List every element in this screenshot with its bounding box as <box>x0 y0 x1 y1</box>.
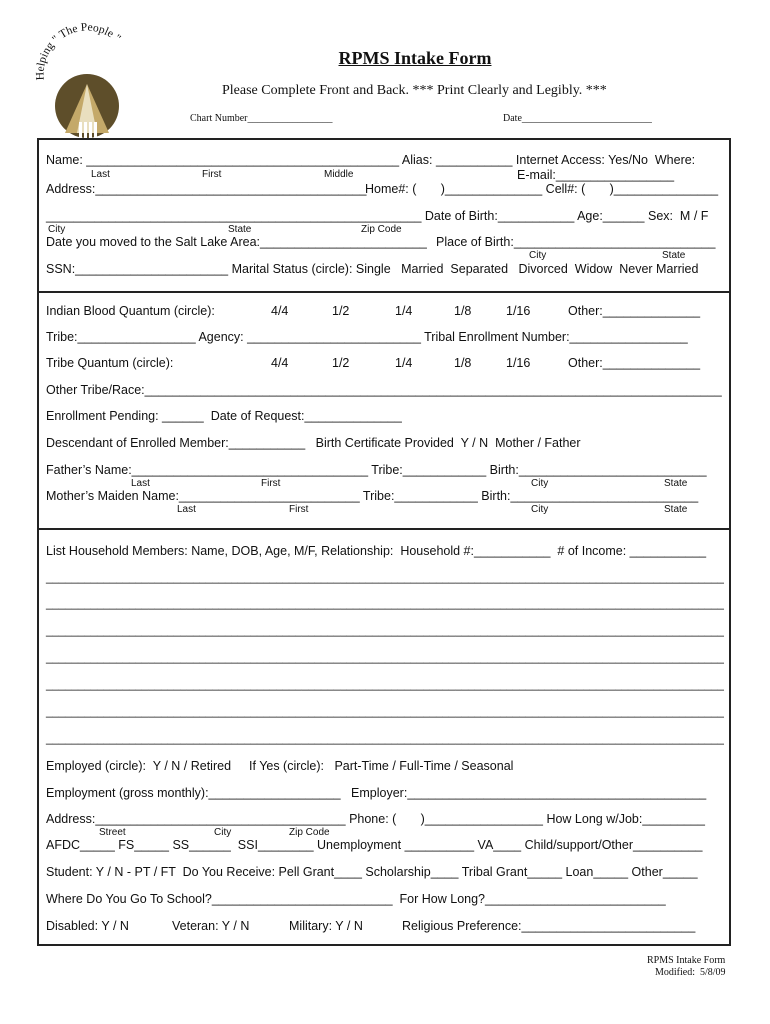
zip-sublabel: Zip Code <box>289 827 330 838</box>
father-row[interactable]: Father’s Name:__________________________________ Tribe:____________ Birth:___________________________ <box>46 463 707 477</box>
blood-quantum-label: Indian Blood Quantum (circle): <box>46 304 215 318</box>
disabled-field[interactable]: Disabled: Y / N <box>46 919 129 933</box>
employment-row[interactable]: Employment (gross monthly):___________________ Employer:___________________________________________ <box>46 786 707 800</box>
first-sublabel: First <box>261 478 281 489</box>
employment-type-field[interactable]: If Yes (circle): Part-Time / Full-Time / Seasonal <box>249 759 514 773</box>
veteran-field[interactable]: Veteran: Y / N <box>172 919 250 933</box>
middle-sublabel: Middle <box>324 169 354 180</box>
form-instructions: Please Complete Front and Back. *** Print Clearly and Legibly. *** <box>222 83 607 98</box>
street-sublabel: Street <box>99 827 126 838</box>
state-sublabel: State <box>664 478 688 489</box>
quantum-option[interactable]: 1/16 <box>506 356 531 370</box>
quantum-other-field[interactable]: Other:______________ <box>568 304 701 318</box>
student-row[interactable]: Student: Y / N - PT / FT Do You Receive: Pell Grant____ Scholarship____ Tribal Grant_____ Loan_____ Other_____ <box>46 865 698 879</box>
first-sublabel: First <box>289 504 309 515</box>
quantum-option[interactable]: 1/2 <box>332 304 350 318</box>
email-field[interactable]: E-mail:_________________ <box>517 168 675 182</box>
employer-address-row[interactable]: Address:____________________________________ Phone: ( )_________________ How Long w/Job:_________ <box>46 812 705 826</box>
city-sublabel: City <box>531 504 549 515</box>
organization-logo <box>30 18 140 143</box>
date-field[interactable]: Date__________________________ <box>503 113 652 124</box>
religion-field[interactable]: Religious Preference:_________________________ <box>402 919 696 933</box>
city-sublabel: City <box>214 827 232 838</box>
chart-number-field[interactable]: Chart Number_________________ <box>190 113 333 124</box>
quantum-option[interactable]: 1/4 <box>395 356 413 370</box>
footer-form-name: RPMS Intake Form <box>647 955 726 966</box>
city-sublabel: City <box>529 250 547 261</box>
quantum-option[interactable]: 1/8 <box>454 304 472 318</box>
tribe-agency-row[interactable]: Tribe:_________________ Agency: _________________________ Tribal Enrollment Number:_________________ <box>46 330 688 344</box>
descendant-row[interactable]: Descendant of Enrolled Member:___________ Birth Certificate Provided Y / N Mother / Father <box>46 436 581 450</box>
name-alias-row[interactable]: Name: _____________________________________________ Alias: ___________ Internet Access: Yes/No Where: <box>46 153 696 167</box>
footer-modified-date: Modified: 5/8/09 <box>655 967 726 978</box>
household-line[interactable]: __________________________________________________________________________________________________________ <box>46 652 724 664</box>
city-dob-row[interactable]: ______________________________________________________ Date of Birth:___________ Age:______ Sex: M / F <box>46 209 709 223</box>
other-tribe-field[interactable]: Other Tribe/Race:___________________________________________________________________________________ <box>46 383 722 397</box>
first-sublabel: First <box>202 169 222 180</box>
city-sublabel: City <box>48 224 66 235</box>
tribal-info-section <box>37 291 731 530</box>
school-row[interactable]: Where Do You Go To School?__________________________ For How Long?__________________________ <box>46 892 666 906</box>
city-sublabel: City <box>531 478 549 489</box>
tribe-quantum-label: Tribe Quantum (circle): <box>46 356 174 370</box>
phone-fields[interactable]: Home#: ( )______________ Cell#: ( )_______________ <box>365 182 719 196</box>
ssn-marital-row[interactable]: SSN:______________________ Marital Status (circle): Single Married Separated Divorced Widow Never Married <box>46 262 699 276</box>
personal-info-section <box>37 138 731 293</box>
quantum-option[interactable]: 1/4 <box>395 304 413 318</box>
state-sublabel: State <box>664 504 688 515</box>
quantum-option[interactable]: 4/4 <box>271 356 289 370</box>
address-field[interactable]: Address:_______________________________________ <box>46 182 367 196</box>
last-sublabel: Last <box>177 504 196 515</box>
state-sublabel: State <box>228 224 252 235</box>
quantum-other-field[interactable]: Other:______________ <box>568 356 701 370</box>
household-line[interactable]: __________________________________________________________________________________________________________ <box>46 679 724 691</box>
place-of-birth-field[interactable]: Place of Birth:_____________________________ <box>436 235 716 249</box>
household-line[interactable]: __________________________________________________________________________________________________________ <box>46 733 724 745</box>
enrollment-pending-row[interactable]: Enrollment Pending: ______ Date of Request:______________ <box>46 409 402 423</box>
last-sublabel: Last <box>91 169 110 180</box>
last-sublabel: Last <box>131 478 150 489</box>
quantum-option[interactable]: 1/2 <box>332 356 350 370</box>
household-line[interactable]: __________________________________________________________________________________________________________ <box>46 598 724 610</box>
quantum-option[interactable]: 4/4 <box>271 304 289 318</box>
military-field[interactable]: Military: Y / N <box>289 919 363 933</box>
employed-field[interactable]: Employed (circle): Y / N / Retired <box>46 759 232 773</box>
quantum-option[interactable]: 1/16 <box>506 304 531 318</box>
mother-row[interactable]: Mother’s Maiden Name:__________________________ Tribe:____________ Birth:___________________________ <box>46 489 699 503</box>
household-line[interactable]: __________________________________________________________________________________________________________ <box>46 572 724 584</box>
household-employment-section <box>37 528 731 946</box>
date-moved-field[interactable]: Date you moved to the Salt Lake Area:________________________ <box>46 235 427 249</box>
logo-text: Helping " The People " <box>34 21 123 81</box>
state-sublabel: State <box>662 250 686 261</box>
benefits-row[interactable]: AFDC_____ FS_____ SS______ SSI________ Unemployment __________ VA____ Child/support/Other__________ <box>46 838 703 852</box>
form-title: RPMS Intake Form <box>338 48 492 68</box>
quantum-option[interactable]: 1/8 <box>454 356 472 370</box>
household-line[interactable]: __________________________________________________________________________________________________________ <box>46 706 724 718</box>
household-header[interactable]: List Household Members: Name, DOB, Age, M/F, Relationship: Household #:___________ # of Income: ___________ <box>46 544 707 558</box>
zip-sublabel: Zip Code <box>361 224 402 235</box>
household-line[interactable]: __________________________________________________________________________________________________________ <box>46 625 724 637</box>
